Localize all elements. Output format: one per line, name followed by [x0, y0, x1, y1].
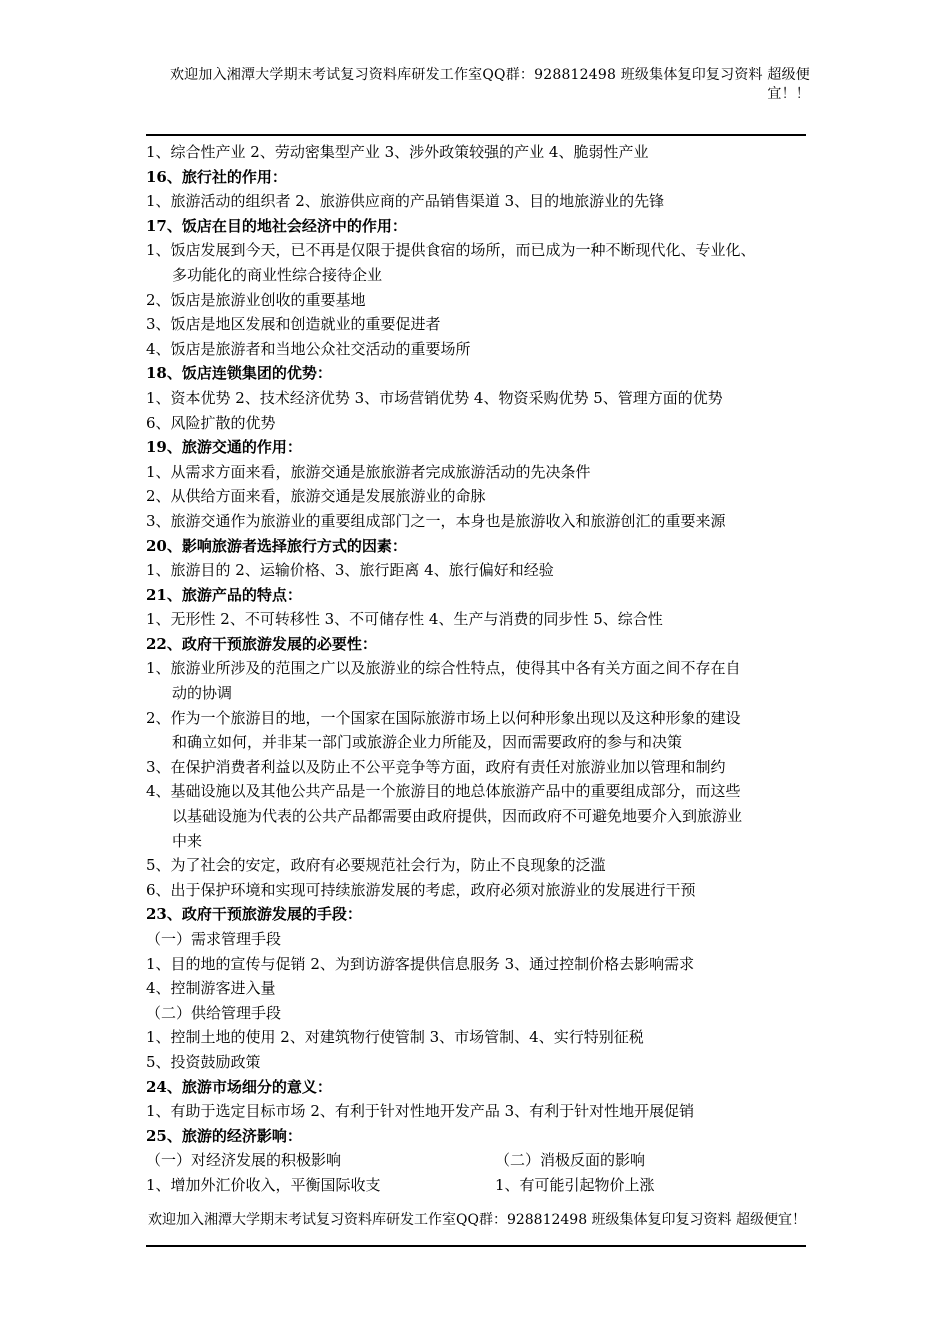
section-heading: 21、旅游产品的特点：	[146, 585, 302, 604]
text-line: 4、控制游客进入量	[146, 979, 276, 998]
text-line: 1、旅游目的 2、运输价格、3、旅行距离 4、旅行偏好和经验	[146, 561, 554, 580]
text-line: 1、资本优势 2、技术经济优势 3、市场营销优势 4、物资采购优势 5、管理方面的优势	[146, 388, 723, 407]
section-heading: 22、政府干预旅游发展的必要性：	[146, 634, 377, 653]
header-rule	[146, 134, 806, 136]
right-column-text: 1、有可能引起物价上涨	[495, 1175, 655, 1194]
text-line: 6、风险扩散的优势	[146, 413, 276, 432]
text-line: 3、饭店是地区发展和创造就业的重要促进者	[146, 315, 441, 334]
text-line: 中来	[172, 831, 203, 850]
section-heading: 20、影响旅游者选择旅行方式的因素：	[146, 536, 407, 555]
text-line: 3、旅游交通作为旅游业的重要组成部门之一，本身也是旅游收入和旅游创汇的重要来源	[146, 511, 726, 530]
section-heading: 17、饭店在目的地社会经济中的作用：	[146, 216, 407, 235]
section-heading: 25、旅游的经济影响：	[146, 1126, 302, 1145]
text-line: 2、饭店是旅游业创收的重要基地	[146, 290, 366, 309]
left-column-heading: （一）对经济发展的积极影响	[146, 1151, 342, 1170]
text-line: 5、为了社会的安定，政府有必要规范社会行为，防止不良现象的泛滥	[146, 856, 606, 875]
section-heading: 24、旅游市场细分的意义：	[146, 1077, 332, 1096]
text-line: 4、饭店是旅游者和当地公众社交活动的重要场所	[146, 339, 471, 358]
footer-rule	[146, 1245, 806, 1247]
page-footer: 欢迎加入湘潭大学期末考试复习资料库研发工作室QQ群：928812498 班级集体复印复习资料 超级便宜！	[147, 1212, 807, 1228]
header-line-1: 欢迎加入湘潭大学期末考试复习资料库研发工作室QQ群：928812498 班级集体复印复习资料 超级便	[169, 67, 810, 83]
text-line: 3、在保护消费者利益以及防止不公平竞争等方面，政府有责任对旅游业加以管理和制约	[146, 757, 726, 776]
text-line: 2、从供给方面来看，旅游交通是发展旅游业的命脉	[146, 487, 486, 506]
text-line: 5、投资鼓励政策	[146, 1052, 261, 1071]
text-line: 1、综合性产业 2、劳动密集型产业 3、涉外政策较强的产业 4、脆弱性产业	[146, 143, 649, 161]
text-line: 和确立如何，并非某一部门或旅游企业力所能及，因而需要政府的参与和决策	[172, 733, 683, 752]
right-column-heading: （二）消极反面的影响	[495, 1151, 646, 1170]
subsection-heading: （二）供给管理手段	[146, 1003, 282, 1022]
two-column-row	[146, 1148, 826, 1173]
text-line: 1、控制土地的使用 2、对建筑物行使管制 3、市场管制、4、实行特别征税	[146, 1028, 644, 1047]
text-line: 1、有助于选定目标市场 2、有利于针对性地开发产品 3、有利于针对性地开展促销	[146, 1102, 695, 1121]
two-column-row	[146, 1173, 826, 1198]
subsection-heading: （一）需求管理手段	[146, 930, 282, 948]
text-line: 1、旅游活动的组织者 2、旅游供应商的产品销售渠道 3、目的地旅游业的先锋	[146, 192, 665, 211]
section-heading: 19、旅游交通的作用：	[146, 438, 302, 457]
text-line: 1、饭店发展到今天，已不再是仅限于提供食宿的场所，而已成为一种不断现代化、专业化、	[146, 241, 756, 260]
left-column-text: 1、增加外汇价收入，平衡国际收支	[146, 1175, 381, 1194]
text-line: 1、从需求方面来看，旅游交通是旅旅游者完成旅游活动的先决条件	[146, 462, 591, 481]
text-line: 1、无形性 2、不可转移性 3、不可储存性 4、生产与消费的同步性 5、综合性	[146, 610, 663, 629]
header-line-2: 宜！！	[767, 86, 810, 102]
text-line: 1、目的地的宣传与促销 2、为到访游客提供信息服务 3、通过控制价格去影响需求	[146, 954, 695, 973]
document-body	[146, 140, 826, 1198]
text-line: 4、基础设施以及其他公共产品是一个旅游目的地总体旅游产品中的重要组成部分，而这些	[146, 782, 741, 801]
section-heading: 23、政府干预旅游发展的手段：	[146, 905, 362, 924]
text-line: 1、旅游业所涉及的范围之广以及旅游业的综合性特点，使得其中各有关方面之间不存在自	[146, 659, 741, 678]
text-line: 以基础设施为代表的公共产品都需要由政府提供，因而政府不可避免地要介入到旅游业	[172, 807, 743, 826]
section-heading: 16、旅行社的作用：	[146, 167, 287, 186]
text-line: 多功能化的商业性综合接待企业	[172, 265, 383, 284]
text-line: 动的协调	[172, 684, 233, 703]
text-line: 6、出于保护环境和实现可持续旅游发展的考虑，政府必须对旅游业的发展进行干预	[146, 880, 696, 899]
page-header	[150, 66, 810, 104]
text-line: 2、作为一个旅游目的地，一个国家在国际旅游市场上以何种形象出现以及这种形象的建设	[146, 708, 741, 727]
section-heading: 18、饭店连锁集团的优势：	[146, 364, 332, 383]
